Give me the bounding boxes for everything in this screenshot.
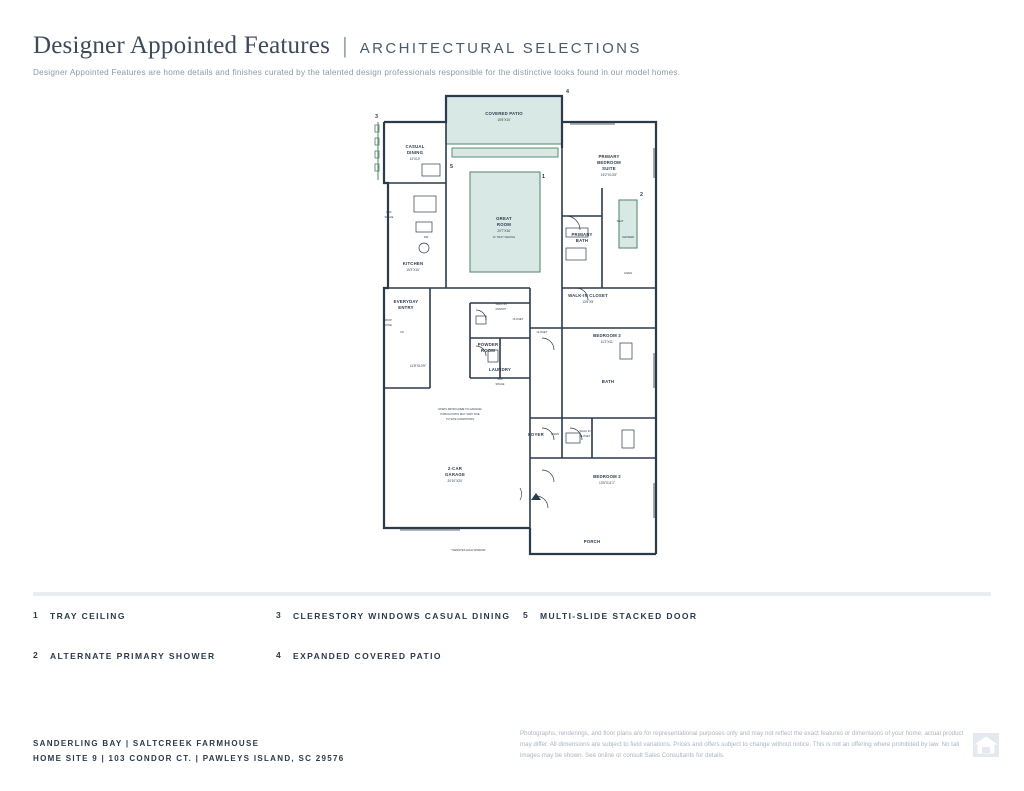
legend-item bbox=[33, 650, 273, 663]
label-dw: DW bbox=[423, 236, 429, 239]
legend-item bbox=[33, 610, 273, 623]
legend-number: 4 bbox=[276, 649, 282, 660]
highlight-primary-shower bbox=[616, 200, 637, 248]
room-dims-casual-dining: 12'X10' bbox=[409, 157, 421, 161]
room-label-primary-bath: PRIMARY bbox=[571, 232, 593, 237]
label-ref-space-2: SPACE bbox=[384, 216, 394, 219]
footer-disclaimer: Photographs, renderings, and floor plans are for representational purposes only and may not reflect the exact features or dimensions of your home; actual product may differ. All dimensions are subject to field variations. Prices and offers subject to change without notice. This is not an offering where prohibited by law. No tall images may be shown. See online or consult Sales Consultants for details. bbox=[520, 730, 964, 759]
label-walk-in-closet-2: WALK IN bbox=[579, 430, 591, 433]
room-label-covered-patio: COVERED PATIO bbox=[485, 111, 523, 116]
legend-column-1 bbox=[33, 610, 273, 690]
room-note-great-room: 11' TRAY CEILING bbox=[492, 236, 516, 239]
room-label-walk-in-pantry-2: PANTRY bbox=[495, 308, 507, 311]
room-label-garage-2: GARAGE bbox=[444, 472, 466, 477]
room-dims-kitchen: 15'3"X10' bbox=[406, 268, 420, 272]
room-label-walk-in-closet: WALK-IN CLOSET bbox=[568, 293, 608, 298]
room-label-kitchen: KITCHEN bbox=[402, 261, 424, 266]
label-linen-primary: LINEN bbox=[624, 272, 632, 275]
legend-item bbox=[523, 610, 803, 623]
note-steps-2: PORCH/ PATIO MAY VARY DUE bbox=[440, 413, 480, 416]
title-divider: | bbox=[342, 33, 348, 58]
label-seat: SEAT bbox=[616, 220, 624, 223]
callout-2: 2 bbox=[640, 192, 643, 198]
label-wd-space-2: SPACE bbox=[495, 383, 505, 386]
note-steps-1: STEPS FROM HOME TO GARAGE/ bbox=[438, 408, 482, 411]
page-title: Designer Appointed Features bbox=[33, 32, 331, 59]
legend-number: 2 bbox=[33, 649, 39, 660]
room-dims-great-room: 20'7"X16' bbox=[497, 229, 511, 233]
note-high-window: * DENOTES HIGH WINDOW bbox=[450, 549, 486, 552]
room-label-great-room-2: ROOM bbox=[496, 222, 512, 227]
label-drop-zone-2: ZONE bbox=[384, 324, 392, 327]
label-closet-bed3: CLOSET bbox=[536, 331, 548, 334]
legend-number: 5 bbox=[523, 610, 529, 620]
room-label-great-room: GREAT bbox=[496, 216, 512, 221]
room-dims-walk-in-closet: 13'5"X5' bbox=[582, 300, 594, 304]
legend-label: ALTERNATE PRIMARY SHOWER bbox=[50, 650, 216, 661]
page-description: Designer Appointed Features are home details and finishes curated by the talented design professionals responsible for the distinctive looks found in our model homes. bbox=[33, 68, 681, 77]
legend-label: EXPANDED COVERED PATIO bbox=[293, 650, 442, 661]
room-dims-everyday: 11'8"X10'5" bbox=[409, 364, 427, 368]
label-ref-space: REF bbox=[386, 211, 392, 214]
room-label-bedroom2: BEDROOM 2 bbox=[593, 474, 621, 479]
note-steps-3: TO SITE CONDITIONS bbox=[445, 418, 475, 421]
room-label-primary-bath-2: BATH bbox=[575, 238, 589, 243]
room-dims-primary-suite: 15'2"X13'5" bbox=[600, 173, 618, 177]
label-drop-zone: DROP bbox=[384, 319, 392, 322]
room-label-everyday-entry: EVERYDAY bbox=[393, 299, 419, 304]
room-label-casual-dining: CASUAL bbox=[405, 144, 425, 149]
room-label-primary-suite-2: BEDROOM bbox=[597, 160, 621, 165]
callout-3: 3 bbox=[375, 114, 378, 120]
room-label-foyer: FOYER bbox=[528, 432, 544, 437]
label-walk-in-closet-2b: CLOSET bbox=[579, 435, 591, 438]
page-header bbox=[33, 32, 993, 77]
room-label-bath: BATH bbox=[601, 379, 615, 384]
room-dims-garage: 20'10"X20' bbox=[447, 479, 463, 483]
label-up: UP bbox=[400, 331, 404, 334]
label-linen-hall: LINEN bbox=[551, 433, 559, 436]
label-shower: SHOWER bbox=[621, 236, 635, 239]
room-label-garage: 2-CAR bbox=[447, 466, 463, 471]
room-label-porch: PORCH bbox=[583, 539, 601, 544]
footer-line-2: HOME SITE 9 | 103 CONDOR CT. | PAWLEYS ISLAND, SC 29576 bbox=[33, 754, 345, 764]
room-label-casual-dining-2: DINING bbox=[406, 150, 424, 155]
room-dims-bedroom2: 13'5"X11'1" bbox=[598, 481, 616, 485]
equal-housing-logo-icon bbox=[973, 733, 999, 757]
legend-item bbox=[276, 650, 516, 663]
floorplan bbox=[370, 88, 670, 583]
room-dims-covered-patio: 15'6"X10' bbox=[497, 118, 511, 122]
title-row bbox=[33, 32, 993, 60]
room-label-primary-suite-3: SUITE bbox=[602, 166, 616, 171]
label-closet-powder: CLOSET bbox=[512, 318, 524, 321]
callout-1: 1 bbox=[542, 174, 545, 180]
room-label-walk-in-pantry: WALK-IN bbox=[495, 303, 507, 306]
room-label-powder-2: ROOM bbox=[480, 348, 496, 353]
legend-number: 1 bbox=[33, 610, 39, 620]
footer-community-info bbox=[33, 736, 344, 766]
room-label-bedroom3: BEDROOM 3 bbox=[593, 333, 621, 338]
room-label-powder: POWDER bbox=[477, 342, 499, 347]
legend-column-3 bbox=[523, 610, 803, 650]
legend-number: 3 bbox=[276, 610, 282, 620]
callout-5: 5 bbox=[450, 164, 453, 170]
legend-label: CLERESTORY WINDOWS CASUAL DINING bbox=[293, 611, 511, 621]
footer-line-1: SANDERLING BAY | SALTCREEK FARMHOUSE bbox=[33, 739, 260, 748]
legend-column-2 bbox=[276, 610, 516, 690]
legend-divider bbox=[33, 592, 991, 596]
room-label-everyday-entry-2: ENTRY bbox=[398, 305, 414, 310]
highlight-multi-slide-door bbox=[452, 148, 558, 157]
page-subtitle-heading: ARCHITECTURAL SELECTIONS bbox=[359, 40, 642, 57]
room-dims-bedroom3: 11'2"X11' bbox=[600, 340, 614, 344]
callout-4: 4 bbox=[566, 89, 569, 95]
room-label-primary-suite: PRIMARY bbox=[598, 154, 620, 159]
legend-label: TRAY CEILING bbox=[50, 611, 126, 621]
legend-item bbox=[276, 610, 516, 623]
label-wd-space: W/D bbox=[497, 378, 503, 381]
legend-label: MULTI-SLIDE STACKED DOOR bbox=[540, 611, 698, 621]
room-label-laundry: LAUNDRY bbox=[488, 367, 512, 372]
